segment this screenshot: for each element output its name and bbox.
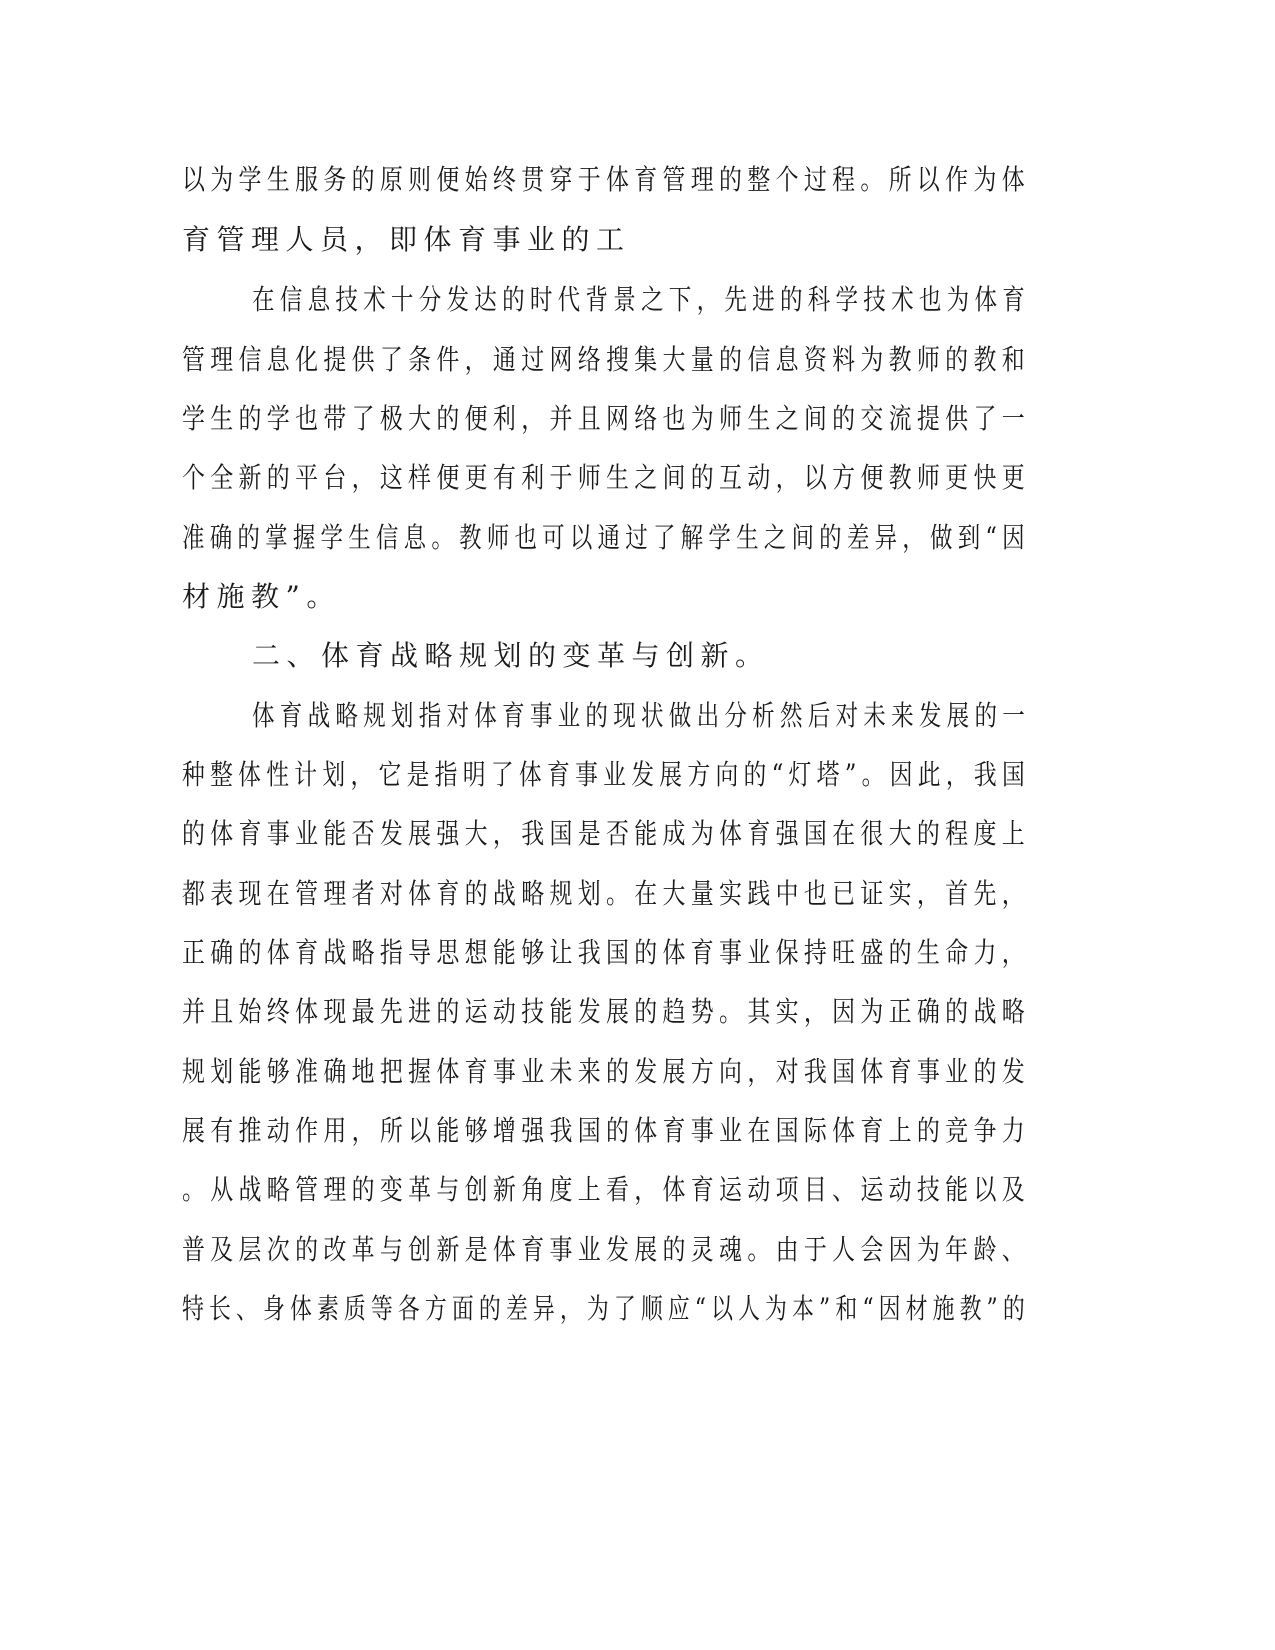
section-heading: 二、体育战略规划的变革与创新。 bbox=[252, 639, 770, 672]
text-line: 规划能够准确地把握体育事业未来的发展方向，对我国体育事业的发 bbox=[182, 1055, 1030, 1088]
text-line: 以为学生服务的原则便始终贯穿于体育管理的整个过程。所以作为体 bbox=[182, 163, 1030, 196]
text-line: 都表现在管理者对体育的战略规划。在大量实践中也已证实，首先， bbox=[182, 877, 1030, 910]
text-line: 普及层次的改革与创新是体育事业发展的灵魂。由于人会因为年龄、 bbox=[182, 1233, 1030, 1266]
text-line: 正确的体育战略指导思想能够让我国的体育事业保持旺盛的生命力， bbox=[182, 936, 1030, 969]
text-line: 种整体性计划，它是指明了体育事业发展方向的“灯塔”。因此，我国 bbox=[182, 758, 1031, 791]
text-line: 准确的掌握学生信息。教师也可以通过了解学生之间的差异，做到“因 bbox=[182, 521, 1030, 554]
text-line: 个全新的平台，这样便更有利于师生之间的互动，以方便教师更快更 bbox=[182, 461, 1030, 494]
text-line: 育管理人员，即体育事业的工 bbox=[182, 223, 631, 256]
text-line: 管理信息化提供了条件，通过网络搜集大量的信息资料为教师的教和 bbox=[182, 343, 1030, 376]
text-line: 学生的学也带了极大的便利，并且网络也为师生之间的交流提供了一 bbox=[182, 402, 1030, 435]
text-line: 特长、身体素质等各方面的差异，为了顺应“以人为本”和“因材施教”的 bbox=[182, 1292, 1030, 1325]
paragraph-first-line: 在信息技术十分发达的时代背景之下，先进的科学技术也为体育 bbox=[252, 283, 1031, 316]
text-line: 展有推动作用，所以能够增强我国的体育事业在国际体育上的竞争力 bbox=[182, 1114, 1030, 1147]
text-line: 的体育事业能否发展强大，我国是否能成为体育强国在很大的程度上 bbox=[182, 817, 1030, 850]
text-line: 材施教”。 bbox=[182, 580, 341, 613]
text-line: 并且始终体现最先进的运动技能发展的趋势。其实，因为正确的战略 bbox=[182, 995, 1030, 1028]
text-line: 。从战略管理的变革与创新角度上看，体育运动项目、运动技能以及 bbox=[182, 1173, 1030, 1206]
paragraph-first-line: 体育战略规划指对体育事业的现状做出分析然后对未来发展的一 bbox=[252, 699, 1031, 732]
